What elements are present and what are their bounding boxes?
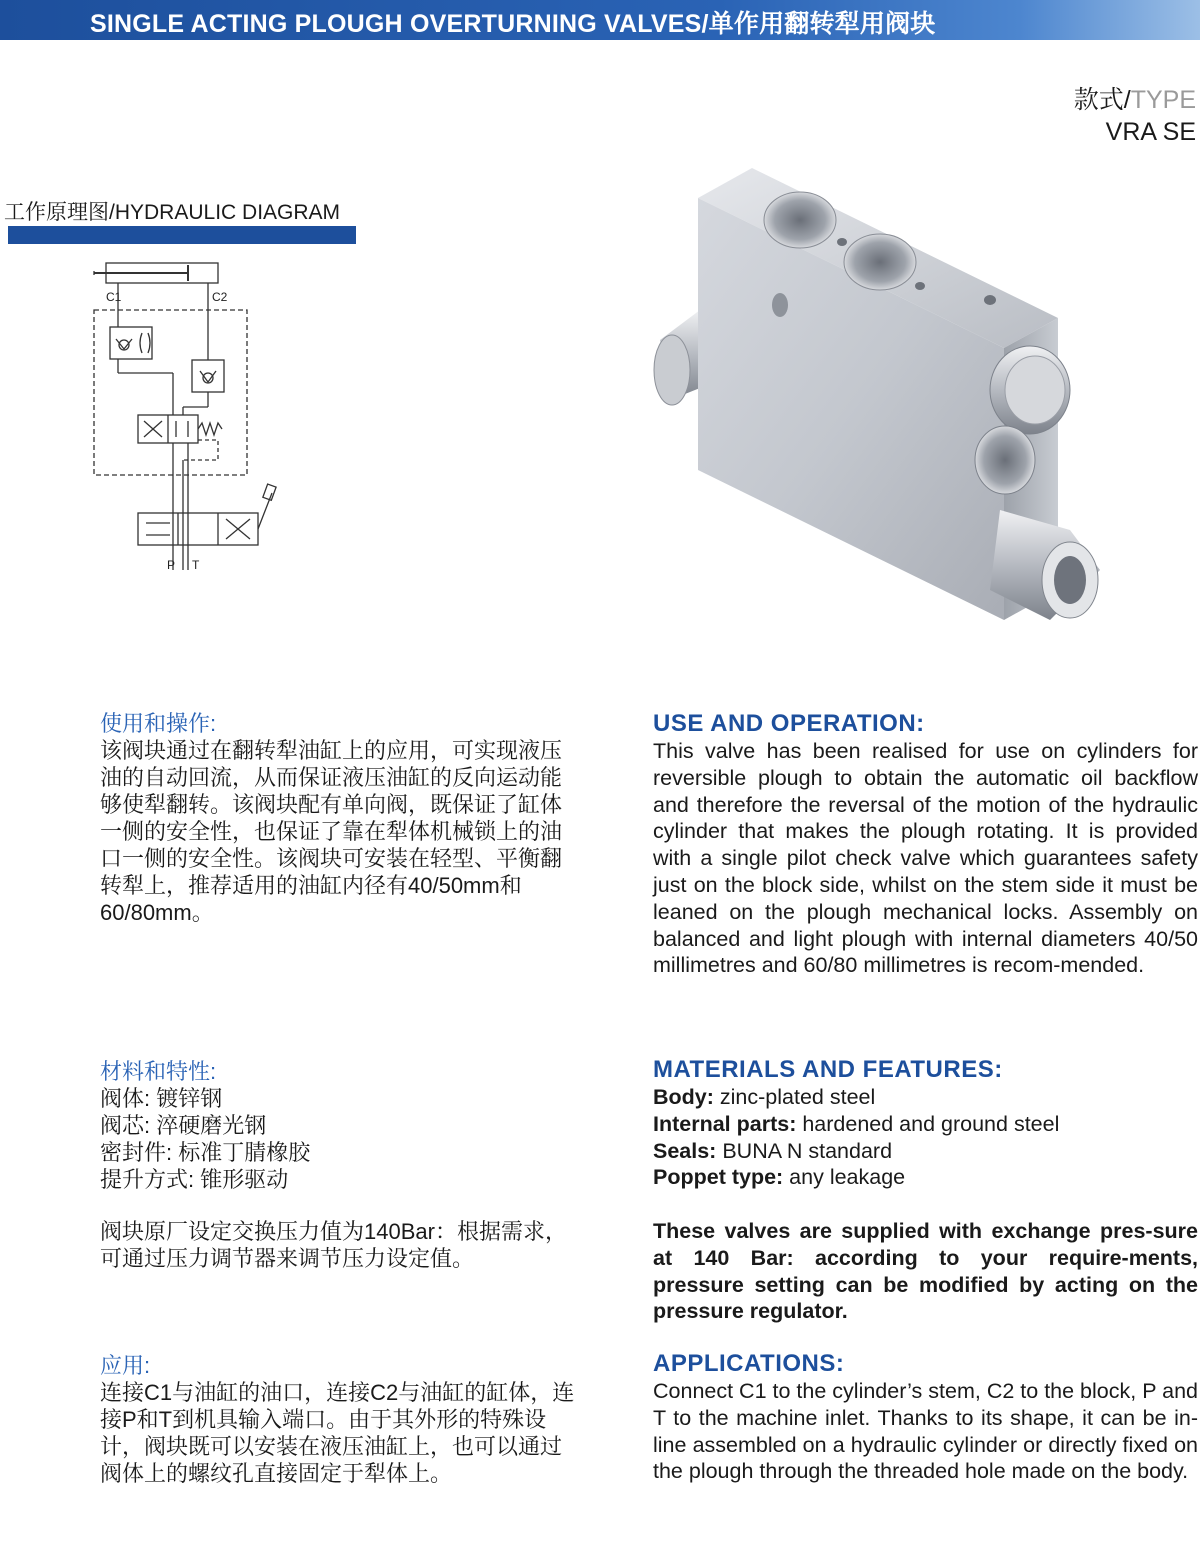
diagram-title: 工作原理图/HYDRAULIC DIAGRAM [4,201,341,224]
en-material-item [653,1084,1198,1111]
material-value: any leakage [783,1165,906,1190]
en-materials-heading: MATERIALS AND FEATURES: [653,1056,1003,1083]
type-block [1074,84,1196,148]
label-p: P [167,558,176,572]
cn-applications-section [100,1352,580,1487]
en-use-section [653,710,1198,979]
diagram-title-bar [0,226,356,244]
type-value: VRA SE [1105,118,1196,146]
cn-materials-heading: 材料和特性: [100,1059,217,1084]
en-use-body: This valve has been realised for use on cylinders for reversible plough to obtain the automatic oil backflow and therefore the reversal of the motion of the hydraulic cylinder that makes the plough rotating. It is provided with a single pilot check valve which guarantees safety just on the block side, whilst on the stem side it must be leaned on the plough mechanical locks. Assembly on balanced and light plough with internal diameters 40/50 millimetres and 60/80 millimetres is recom-mended. [653,739,1198,978]
en-material-item [653,1138,1198,1165]
material-key: Internal parts: [653,1111,797,1136]
cn-use-section [100,710,580,926]
type-label-cn: 款式/ [1073,86,1131,114]
cn-material-item: 阀芯: 淬硬磨光钢 [100,1113,267,1138]
en-use-heading: USE AND OPERATION: [653,710,925,737]
material-key: Body: [653,1085,714,1109]
en-applications-body: Connect C1 to the cylinder’s stem, C2 to the block, P and T to the machine inlet. Thanks to its shape, it can be in-line assembled on a hydraulic cylinder or directly fixed on the plough through the threaded hole made on the body. [653,1379,1198,1484]
en-applications-section [653,1350,1198,1485]
en-material-item [653,1164,1198,1191]
cn-applications-body: 连接C1与油缸的油口，连接C2与油缸的缸体，连接P和T到机具输入端口。由于其外形的特殊设计，阀块既可以安装在液压油缸上，也可以通过阀体上的螺纹孔直接固定于犁体上。 [100,1380,575,1486]
cn-materials-section [100,1058,580,1193]
cn-applications-heading: 应用: [100,1353,151,1378]
material-key: Poppet type: [653,1165,784,1190]
label-c2: C2 [212,290,228,304]
material-value: hardened and ground steel [796,1111,1060,1136]
header-bar [0,0,1200,40]
label-t: T [192,558,200,572]
material-key: Seals: [653,1138,717,1163]
cn-material-item: 阀体: 镀锌钢 [100,1086,223,1111]
type-label-en: TYPE [1130,86,1196,114]
valve-product-image [630,150,1110,630]
label-c1: C1 [106,290,122,304]
page-title: SINGLE ACTING PLOUGH OVERTURNING VALVES/单作用翻转犁用阀块 [90,10,936,38]
en-applications-heading: APPLICATIONS: [653,1350,845,1377]
cn-material-item: 提升方式: 锥形驱动 [100,1167,289,1192]
hydraulic-diagram [88,255,278,585]
cn-pressure-text: 阀块原厂设定交换压力值为140Bar：根据需求，可通过压力调节器来调节压力设定值。 [100,1219,567,1271]
en-materials-section [653,1056,1198,1191]
cn-use-body: 该阀块通过在翻转犁油缸上的应用，可实现液压油的自动回流，从而保证液压油缸的反向运动能够使犁翻转。该阀块配有单向阀，既保证了缸体一侧的安全性，也保证了靠在犁体机械锁上的油口一侧的安全性。该阀块可安装在轻型、平衡翻转犁上，推荐适用的油缸内径有40/50mm和60/80mm。 [100,738,563,925]
en-pressure-text: These valves are supplied with exchange pres-sure at 140 Bar: according to your require-ments, pressure setting can be modified by acting on the pressure regulator. [653,1219,1198,1324]
material-value: BUNA N standard [716,1138,893,1163]
en-material-item [653,1111,1198,1138]
cn-use-heading: 使用和操作: [100,711,217,736]
material-value: zinc-plated steel [713,1085,876,1109]
cn-material-item: 密封件: 标准丁腈橡胶 [100,1140,311,1165]
